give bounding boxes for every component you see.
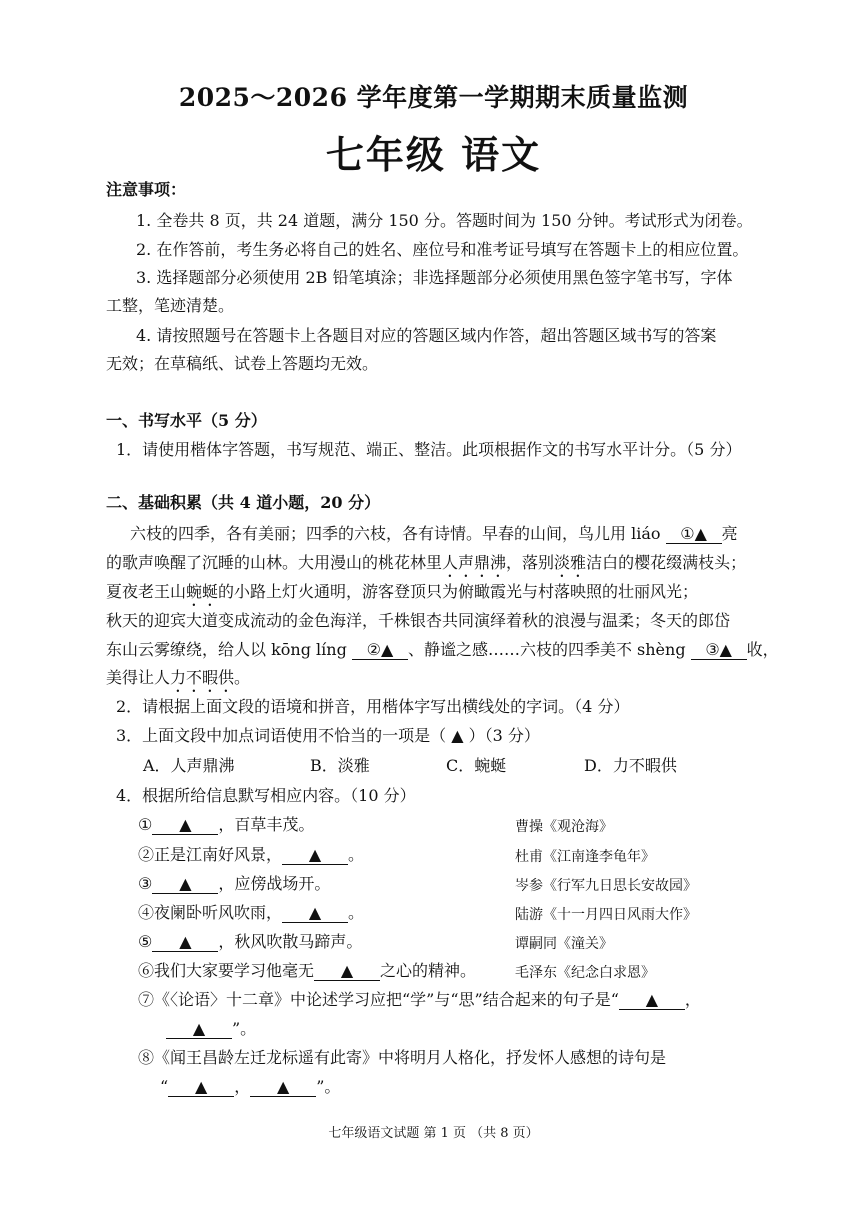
answer-blank-2: ②▲ [352, 641, 408, 660]
recite-blank-6: ▲ [314, 962, 380, 981]
recite-blank-5: ▲ [152, 933, 218, 952]
recite-blank-7b: ▲ [166, 1020, 232, 1039]
recite-source-2: 杜甫《江南逢李龟年》 [515, 849, 655, 865]
recite-source-3: 岑参《行军九日思长安故园》 [515, 878, 697, 894]
notice-item-3b: 工整，笔迹清楚。 [106, 296, 235, 315]
recite-source-5: 谭嗣同《潼关》 [515, 936, 613, 952]
notice-heading: 注意事项： [106, 180, 187, 199]
recite-source-1: 曹操《观沧海》 [515, 819, 613, 835]
recite-row-8-cont: “ ▲ ， ▲ ”。 [160, 1077, 341, 1096]
dotted-word-3: 蜿蜒 [186, 582, 219, 601]
exam-subject: 七年级 语文 [325, 132, 542, 177]
dotted-word-4: 力不暇供 [170, 668, 235, 687]
recite-row-4: ④夜阑卧听风吹雨， ▲ 。 [138, 903, 365, 922]
notice-item-3a: 3. 选择题部分必须使用 2B 铅笔填涂；非选择题部分必须使用黑色签字笔书写，字体 [136, 268, 733, 287]
question-3: 3．上面文段中加点词语使用不恰当的一项是（ ▲ ）（3 分） [116, 726, 540, 745]
recite-blank-8a: ▲ [168, 1078, 234, 1097]
passage-line-4: 秋天的迎宾大道变成流动的金色海洋，千株银杏共同演绎着秋的浪漫与温柔；冬天的郎岱 [106, 611, 731, 630]
notice-item-2: 2. 在作答前，考生务必将自己的姓名、座位号和准考证号填写在答题卡上的相应位置。 [136, 240, 749, 259]
option-a: A．人声鼎沸 [143, 756, 235, 775]
passage-line-6: 美得让人力不暇供。 [106, 668, 251, 687]
recite-row-6: ⑥我们大家要学习他毫无 ▲ 之心的精神。 [138, 961, 477, 980]
recite-row-7: ⑦《〈论语〉十二章》中论述学习应把“学”与“思”结合起来的句子是“ ▲ ， [138, 990, 701, 1009]
recite-blank-1: ▲ [152, 816, 218, 835]
question-1: 1．请使用楷体字答题，书写规范、端正、整洁。此项根据作文的书写水平计分。（5 分） [116, 440, 742, 459]
recite-row-3: ③ ▲ ，应傍战场开。 [138, 874, 331, 893]
answer-blank-3: ③▲ [691, 641, 747, 660]
notice-item-1: 1. 全卷共 8 页，共 24 道题，满分 150 分。答题时间为 150 分钟。考试形式为闭卷。 [136, 211, 753, 230]
recite-row-8: ⑧《闻王昌龄左迁龙标遥有此寄》中将明月人格化，抒发怀人感想的诗句是 [138, 1048, 667, 1067]
dotted-word-2: 淡雅 [554, 553, 587, 572]
question-4: 4．根据所给信息默写相应内容。（10 分） [116, 786, 416, 805]
option-c: C．蜿蜒 [446, 756, 507, 775]
option-d: D．力不暇供 [584, 756, 677, 775]
recite-row-1: ① ▲ ，百草丰茂。 [138, 815, 315, 834]
notice-item-4b: 无效；在草稿纸、试卷上答题均无效。 [106, 354, 379, 373]
recite-blank-3: ▲ [152, 875, 218, 894]
passage-line-3: 夏夜老王山蜿蜒的小路上灯火通明，游客登顶只为俯瞰霞光与村落映照的壮丽风光； [106, 582, 699, 601]
recite-blank-2: ▲ [282, 846, 348, 865]
recite-blank-8b: ▲ [250, 1078, 316, 1097]
passage-line-1: 六枝的四季，各有美丽；四季的六枝，各有诗情。早春的山间，鸟儿用 liáo ①▲ 亮 [130, 524, 738, 543]
question-2: 2．请根据上面文段的语境和拼音，用楷体字写出横线处的字词。（4 分） [116, 697, 630, 716]
dotted-word-1: 人声鼎沸 [442, 553, 507, 572]
page-footer: 七年级语文试题 第 1 页 （共 8 页） [328, 1126, 539, 1141]
option-b: B．淡雅 [310, 756, 370, 775]
exam-title: 2025～2026 学年度第一学期期末质量监测 [178, 83, 689, 112]
recite-source-4: 陆游《十一月四日风雨大作》 [515, 907, 697, 923]
recite-row-5: ⑤ ▲ ，秋风吹散马蹄声。 [138, 932, 363, 951]
passage-line-5: 东山云雾缭绕，给人以 kōng líng ②▲ 、静谧之感……六枝的四季美不 shèng ③▲ 收， [106, 640, 779, 659]
section2-heading: 二、基础积累（共 4 道小题，20 分） [106, 493, 381, 512]
recite-blank-7a: ▲ [619, 991, 685, 1010]
recite-source-6: 毛泽东《纪念白求恩》 [515, 965, 655, 981]
passage-line-2: 的歌声唤醒了沉睡的山林。大用漫山的桃花林里人声鼎沸，落别淡雅洁白的樱花缀满枝头； [106, 553, 747, 572]
notice-item-4a: 4. 请按照题号在答题卡上各题目对应的答题区域内作答，超出答题区域书写的答案 [136, 326, 717, 345]
recite-row-7-cont: ▲ ”。 [166, 1019, 256, 1039]
section1-heading: 一、书写水平（5 分） [106, 411, 267, 430]
recite-row-2: ②正是江南好风景， ▲ 。 [138, 845, 365, 864]
recite-blank-4: ▲ [282, 904, 348, 923]
answer-blank-1: ①▲ [666, 525, 722, 544]
